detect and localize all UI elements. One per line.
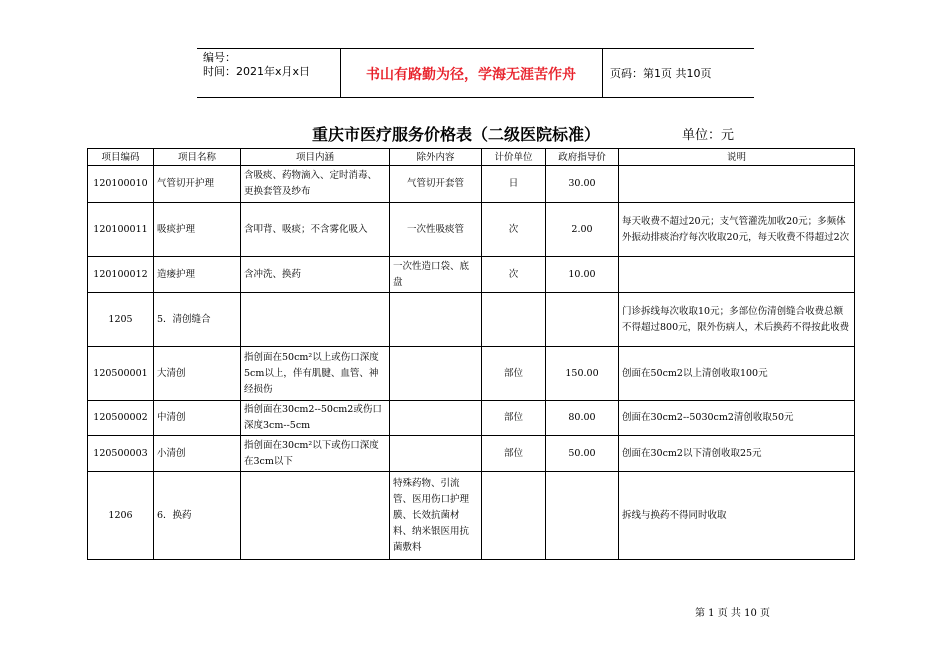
item-note: 创面在30cm2以下清创收取25元	[619, 436, 855, 472]
table-row	[88, 401, 855, 436]
page-footer: 第 1 页 共 10 页	[695, 608, 770, 619]
item-note: 拆线与换药不得同时收取	[619, 472, 855, 560]
column-header: 除外内容	[390, 149, 482, 166]
column-header: 项目名称	[154, 149, 241, 166]
item-code: 120500003	[88, 436, 154, 472]
item-unit: 部位	[482, 401, 546, 436]
item-unit: 部位	[482, 347, 546, 401]
table-row	[88, 436, 855, 472]
item-content: 指创面在30cm2--50cm2或伤口深度3cm--5cm	[241, 401, 390, 436]
item-unit	[482, 472, 546, 560]
item-code: 120100012	[88, 257, 154, 293]
item-price: 80.00	[546, 401, 619, 436]
item-excluded	[390, 293, 482, 347]
item-excluded: 气管切开套管	[390, 166, 482, 203]
item-note: 创面在30cm2--5030cm2清创收取50元	[619, 401, 855, 436]
header-left	[203, 51, 343, 79]
item-note: 门诊拆线每次收取10元；多部位伤清创缝合收费总额不得超过800元，限外伤病人，术后换药不得按此收费	[619, 293, 855, 347]
item-content: 指创面在30cm²以下或伤口深度在3cm以下	[241, 436, 390, 472]
page-label: 页码：第1页 共10页	[610, 67, 712, 80]
table-row	[88, 347, 855, 401]
item-name: 5．清创缝合	[154, 293, 241, 347]
item-note	[619, 257, 855, 293]
item-price	[546, 472, 619, 560]
item-excluded	[390, 436, 482, 472]
table-row	[88, 257, 855, 293]
table-row	[88, 472, 855, 560]
item-excluded: 一次性吸痰管	[390, 203, 482, 257]
item-content: 含吸痰、药物滴入、定时消毒、更换套管及纱布	[241, 166, 390, 203]
item-price	[546, 293, 619, 347]
column-header: 项目内涵	[241, 149, 390, 166]
divider	[602, 49, 603, 97]
date-label: 时间：2021年x月x日	[203, 65, 311, 78]
column-header: 说明	[619, 149, 855, 166]
table-row	[88, 166, 855, 203]
item-code: 120500002	[88, 401, 154, 436]
item-unit: 部位	[482, 436, 546, 472]
item-unit: 次	[482, 203, 546, 257]
table-row	[88, 203, 855, 257]
item-name: 大清创	[154, 347, 241, 401]
item-name: 造瘘护理	[154, 257, 241, 293]
item-price: 30.00	[546, 166, 619, 203]
item-code: 120500001	[88, 347, 154, 401]
item-excluded	[390, 401, 482, 436]
item-code: 120100010	[88, 166, 154, 203]
item-note: 每天收费不超过20元；支气管灌洗加收20元；多频体外振动排痰治疗每次收取20元，每天收费不得超过2次	[619, 203, 855, 257]
price-table	[87, 148, 855, 560]
item-content: 含叩背、吸痰；不含雾化吸入	[241, 203, 390, 257]
item-note: 创面在50cm2以上清创收取100元	[619, 347, 855, 401]
table-header-row	[88, 149, 855, 166]
item-excluded: 一次性造口袋、底盘	[390, 257, 482, 293]
item-name: 小清创	[154, 436, 241, 472]
item-price: 150.00	[546, 347, 619, 401]
item-price: 10.00	[546, 257, 619, 293]
column-header: 计价单位	[482, 149, 546, 166]
item-name: 气管切开护理	[154, 166, 241, 203]
item-name: 6．换药	[154, 472, 241, 560]
unit-label: 单位：元	[682, 128, 735, 143]
item-excluded	[390, 347, 482, 401]
item-unit	[482, 293, 546, 347]
page-header	[197, 48, 754, 98]
motto: 书山有路勤为径，学海无涯苦作舟	[366, 67, 576, 83]
item-code: 120100011	[88, 203, 154, 257]
item-content	[241, 293, 390, 347]
item-content: 含冲洗、换药	[241, 257, 390, 293]
column-header: 项目编码	[88, 149, 154, 166]
item-price: 2.00	[546, 203, 619, 257]
item-name: 吸痰护理	[154, 203, 241, 257]
item-code: 1206	[88, 472, 154, 560]
column-header: 政府指导价	[546, 149, 619, 166]
item-code: 1205	[88, 293, 154, 347]
item-note	[619, 166, 855, 203]
document-title: 重庆市医疗服务价格表（二级医院标准）	[312, 125, 601, 144]
item-unit: 日	[482, 166, 546, 203]
item-excluded: 特殊药物、引流管、医用伤口护理膜、长效抗菌材料、纳米银医用抗菌敷料	[390, 472, 482, 560]
item-unit: 次	[482, 257, 546, 293]
item-price: 50.00	[546, 436, 619, 472]
table-row	[88, 293, 855, 347]
item-content: 指创面在50cm²以上或伤口深度5cm以上，伴有肌腱、血管、神经损伤	[241, 347, 390, 401]
number-label: 编号：	[203, 51, 236, 64]
item-content	[241, 472, 390, 560]
item-name: 中清创	[154, 401, 241, 436]
